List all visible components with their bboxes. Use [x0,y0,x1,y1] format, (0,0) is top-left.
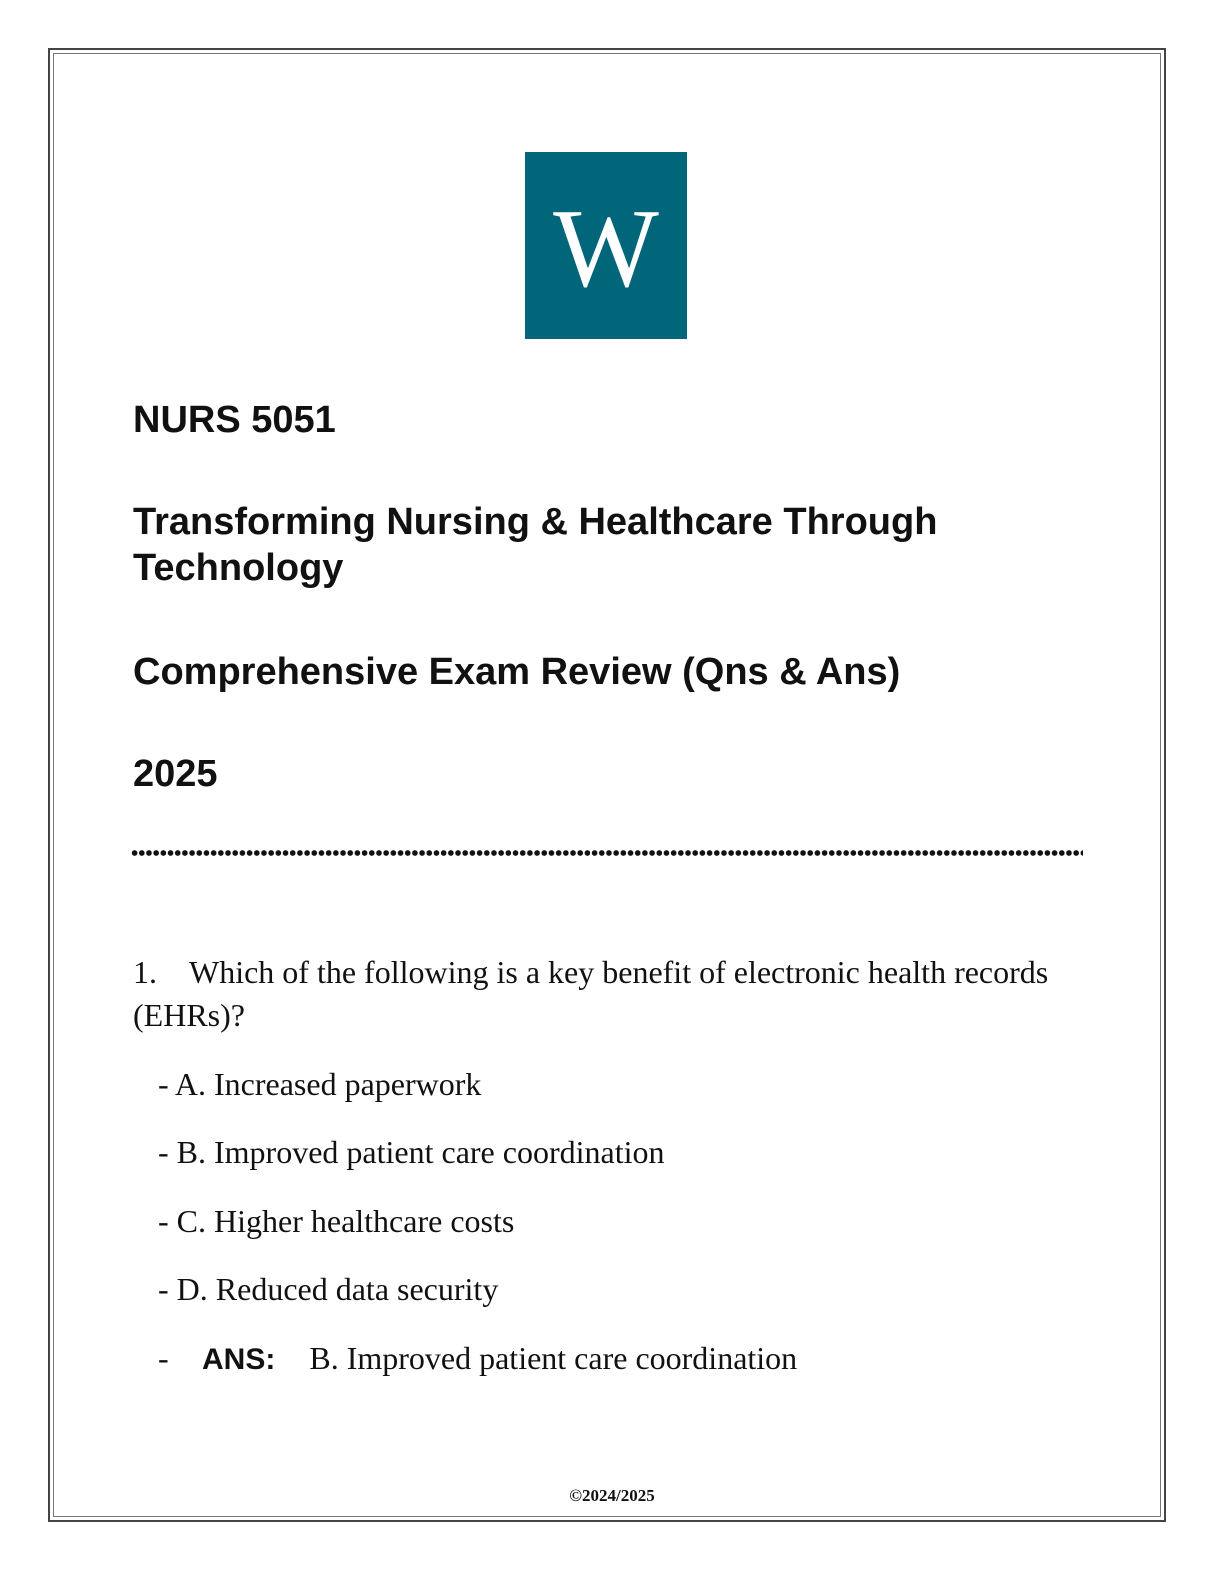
answer-line [158,1340,797,1377]
option-b: - B. Improved patient care coordination [158,1134,665,1170]
copyright-footer: ©2024/2025 [569,1486,655,1505]
question-number: 1. [133,954,157,990]
question-text: Which of the following is a key benefit of electronic health records (EHRs)? [133,954,1049,1033]
question-1 [133,951,1093,1037]
document-title: Comprehensive Exam Review (Qns & Ans) [133,651,901,693]
dotted-divider [131,849,1083,857]
answer-text: B. Improved patient care coordination [309,1340,798,1376]
document-year: 2025 [133,753,218,795]
course-title: Transforming Nursing & Healthcare Through Technology [133,501,938,589]
logo-letter: W [553,186,659,311]
option-a: - A. Increased paperwork [158,1066,482,1102]
w-logo [525,152,687,339]
option-d: - D. Reduced data security [158,1271,499,1307]
answer-label: ANS [202,1343,266,1376]
course-code: NURS 5051 [133,399,336,441]
answer-colon: : [265,1343,276,1376]
answer-dash: - [158,1340,169,1376]
option-c: - C. Higher healthcare costs [158,1203,515,1239]
